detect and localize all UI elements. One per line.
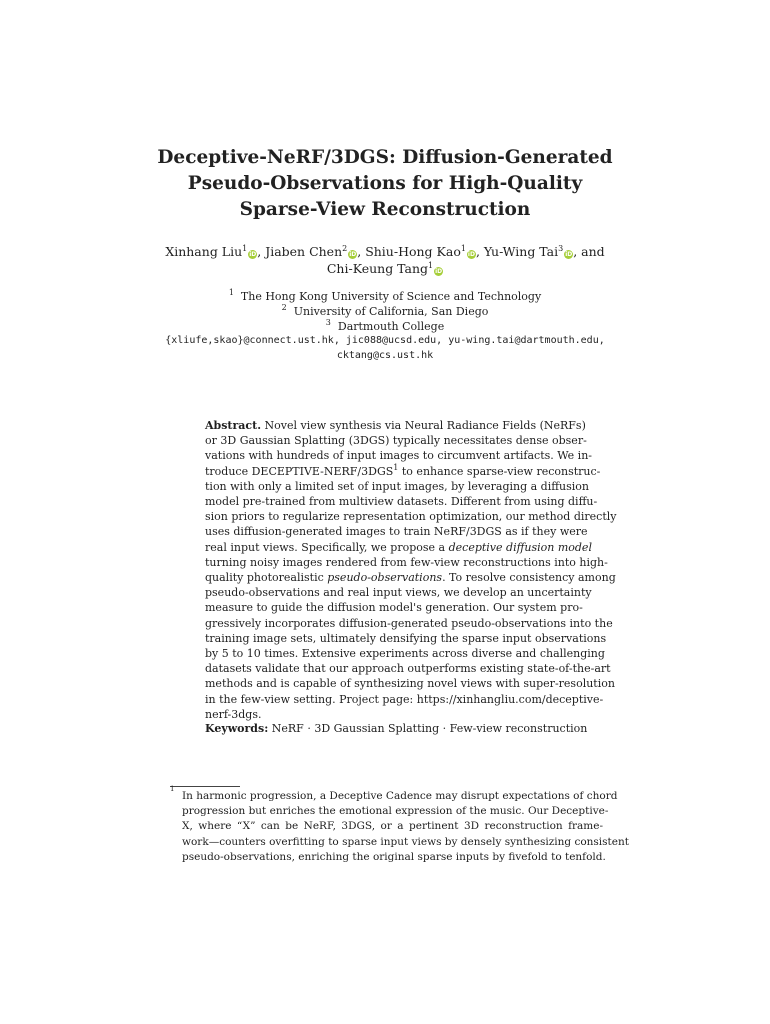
affiliation-name: Dartmouth College: [337, 320, 445, 333]
author-affiliation-number: 1: [242, 244, 248, 253]
footnote-divider: [170, 786, 240, 787]
author-affiliation-number: 1: [460, 244, 466, 253]
author-and: , and: [573, 244, 605, 259]
abstract-line: or 3D Gaussian Splatting (3DGS) typically necessitates dense obser-: [205, 434, 587, 448]
abstract-emphasis: deceptive diffusion model: [448, 540, 592, 554]
footnote-reference[interactable]: 1: [393, 462, 399, 472]
footnote-line: pseudo-observations, enriching the original sparse inputs by fivefold to tenfold.: [182, 850, 606, 863]
email-list: [120, 333, 650, 363]
affiliation-number: 2: [281, 303, 287, 312]
abstract-line: troduce DECEPTIVE-NERF/3DGS: [205, 464, 394, 478]
abstract-line: nerf-3dgs.: [205, 707, 262, 721]
abstract: [205, 418, 617, 722]
title-line-2: Pseudo-Observations for High-Quality: [187, 173, 583, 194]
keyword: NeRF: [271, 722, 304, 735]
abstract-emphasis: pseudo-observations: [327, 571, 443, 585]
keyword-separator: ·: [439, 722, 450, 735]
abstract-line: vations with hundreds of input images to circumvent artifacts. We in-: [205, 449, 592, 463]
footnote-line: In harmonic progression, a Deceptive Cadence may disrupt expectations of chord: [182, 790, 618, 802]
abstract-line: Novel view synthesis via Neural Radiance Fields (NeRFs): [264, 419, 586, 432]
abstract-line: to enhance sparse-view reconstruc-: [401, 464, 601, 478]
keyword: Few-view reconstruction: [449, 722, 588, 735]
keyword-separator: ·: [303, 722, 315, 735]
author-affiliation-number: 1: [428, 261, 434, 270]
abstract-line: quality photorealistic: [205, 571, 324, 585]
author-separator: ,: [357, 244, 366, 259]
affiliation: [120, 319, 650, 334]
author-name: Xinhang Liu: [165, 244, 243, 259]
author-affiliation-number: 2: [342, 244, 348, 253]
author-affiliation-number: 3: [558, 244, 564, 253]
affiliation: [120, 289, 650, 304]
footnote-line: progression but enriches the emotional expression of the music. Our Deceptive-: [182, 805, 609, 818]
title-line-3: Sparse-View Reconstruction: [239, 199, 531, 220]
abstract-line: by 5 to 10 times. Extensive experiments across diverse and challenging: [205, 647, 605, 661]
keywords: [205, 721, 588, 736]
abstract-line: model pre-trained from multiview datasets. Different from using diffu-: [205, 495, 598, 509]
abstract-line: pseudo-observations and real input views, we develop an uncertainty: [205, 586, 592, 600]
keyword: 3D Gaussian Splatting: [314, 722, 440, 735]
affiliation-name: University of California, San Diego: [293, 305, 489, 318]
email-line[interactable]: {xliufe,skao}@connect.ust.hk, jic088@ucsd.edu, yu-wing.tai@dartmouth.edu,: [165, 335, 605, 346]
abstract-line: measure to guide the diffusion model's generation. Our system pro-: [205, 601, 583, 615]
orcid-icon[interactable]: iD: [435, 268, 443, 275]
orcid-icon[interactable]: iD: [467, 251, 475, 258]
abstract-line: methods and is capable of synthesizing novel views with super-resolution: [205, 677, 615, 691]
abstract-line: real input views. Specifically, we propose a: [205, 540, 446, 554]
author-name: Chi-Keung Tang: [326, 261, 429, 276]
abstract-line: uses diffusion-generated images to train NeRF/3DGS as if they were: [205, 525, 588, 539]
author-separator: ,: [257, 244, 266, 259]
abstract-line: sion priors to regularize representation optimization, our method directly: [205, 510, 617, 524]
footnote: 1 In harmonic progression, a Deceptive Cadence may disrupt expectations of chord progression but enriches the emotional expression of the music. Our Deceptive- X, where “X” can be NeRF, 3DGS, or a pertinent 3D reconstruction frame- work—counters overfitting to sparse input views by densely synthesizing consistent pseudo-observations, enriching the original sparse inputs by fivefold to tenfold.: [170, 789, 603, 865]
abstract-line: tion with only a limited set of input images, by leveraging a diffusion: [205, 479, 590, 493]
author-separator: ,: [475, 244, 484, 259]
abstract-line: . To resolve consistency among: [442, 571, 616, 585]
email-line[interactable]: cktang@cs.ust.hk: [336, 350, 434, 361]
author-name: Shiu-Hong Kao: [365, 244, 461, 259]
abstract-line: turning noisy images rendered from few-view reconstructions into high-: [205, 555, 608, 569]
abstract-label: Abstract.: [205, 419, 262, 432]
author-list: [120, 243, 650, 277]
abstract-line: datasets validate that our approach outperforms existing state-of-the-art: [205, 662, 611, 676]
footnote-line: X, where “X” can be NeRF, 3DGS, or a pertinent 3D reconstruction frame-: [182, 820, 603, 833]
affiliation: [120, 304, 650, 319]
paper-title: [120, 145, 650, 223]
abstract-line: training image sets, ultimately densifying the sparse input observations: [205, 631, 607, 645]
footnote-line: work—counters overfitting to sparse input views by densely synthesizing consistent: [182, 835, 629, 848]
affiliation-list: [120, 289, 650, 334]
keywords-label: Keywords:: [205, 722, 269, 735]
affiliation-number: 1: [228, 288, 234, 297]
affiliation-name: The Hong Kong University of Science and Technology: [240, 290, 542, 303]
orcid-icon[interactable]: iD: [565, 251, 573, 258]
affiliation-number: 3: [325, 318, 331, 327]
author-name: Yu-Wing Tai: [483, 244, 559, 259]
orcid-icon[interactable]: iD: [349, 251, 357, 258]
author-name: Jiaben Chen: [265, 244, 343, 259]
orcid-icon[interactable]: iD: [249, 251, 257, 258]
title-line-1: Deceptive-NeRF/3DGS: Diffusion-Generated: [157, 147, 613, 168]
abstract-line: in the few-view setting. Project page: https://xinhangliu.com/deceptive-: [205, 692, 604, 706]
abstract-line: gressively incorporates diffusion-generated pseudo-observations into the: [205, 616, 613, 630]
